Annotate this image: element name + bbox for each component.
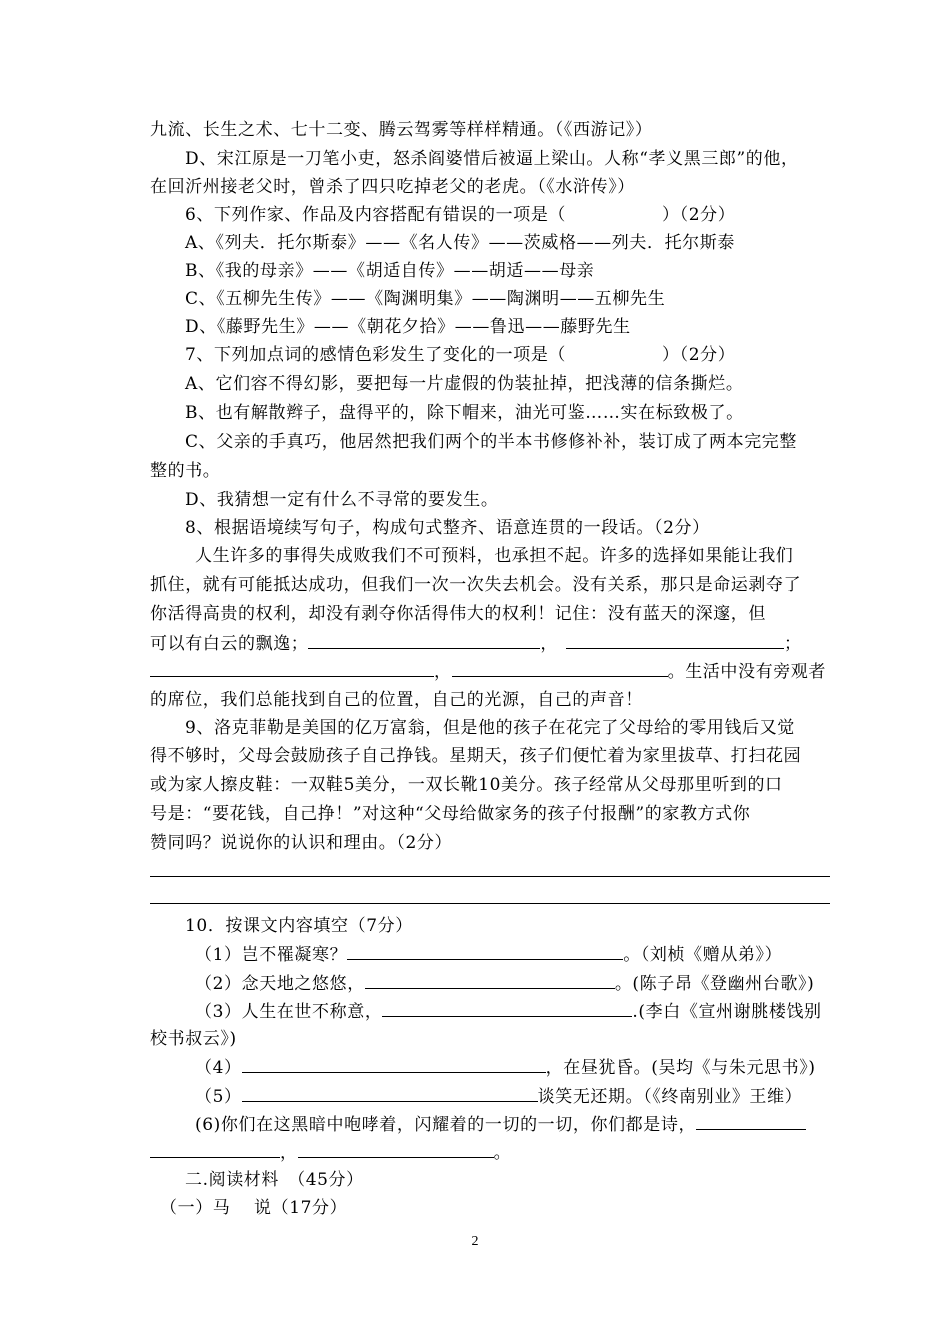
question-9-text: 得不够时，父母会鼓励孩子自己挣钱。星期天，孩子们便忙着为家里拔草、打扫花园: [150, 746, 802, 766]
text-line: 在回沂州接老父时，曾杀了四只吃掉老父的老虎。（《水浒传》）: [150, 177, 635, 197]
question-6-option-d: D、《藤野先生》——《朝花夕拾》——鲁迅——藤野先生: [185, 317, 631, 337]
question-9-text: 赞同吗？说说你的认识和理由。（2分）: [150, 833, 453, 853]
question-7-option-a: A、它们容不得幻影，要把每一片虚假的伪装扯掉，把浅薄的信条撕烂。: [185, 374, 744, 394]
answer-blank[interactable]: [365, 972, 615, 989]
answer-blank[interactable]: [308, 632, 540, 649]
question-6-option-a: A、《列夫．托尔斯泰》——《名人传》——茨威格——列夫．托尔斯泰: [185, 233, 735, 253]
question-6-option-b: B、《我的母亲》——《胡适自传》——胡适——母亲: [185, 261, 595, 281]
question-9: 9、洛克菲勒是美国的亿万富翁，但是他的孩子在花完了父母给的零用钱后又觉: [185, 718, 795, 738]
question-10-item-6-cont: ， 。: [150, 1141, 511, 1164]
question-10-item-3: （3）人生在世不称意， .(李白《宣州谢朓楼饯别: [195, 1002, 822, 1022]
question-10-item-3-cont: 校书叔云》): [150, 1029, 237, 1049]
answer-blank[interactable]: [150, 1141, 280, 1158]
question-7-option-b: B、也有解散辫子，盘得平的，除下帽来，油光可鉴……实在标致极了。: [185, 403, 744, 423]
question-7: [185, 344, 735, 366]
question-8-passage: 人生许多的事得失成败我们不可预料，也承担不起。许多的选择如果能让我们: [195, 546, 794, 566]
text-line: 九流、长生之术、七十二变、腾云驾雾等样样精通。（《西游记》）: [150, 120, 653, 140]
question-7-stem: 7、下列加点词的感情色彩发生了变化的一项是（: [185, 345, 567, 365]
question-10-item-1: （1）岂不罹凝寒？ 。（刘桢《赠从弟》）: [195, 945, 783, 965]
question-6-score: ）（2分）: [662, 205, 736, 225]
question-8-passage: 的席位，我们总能找到自己的位置，自己的光源，自己的声音！: [150, 690, 643, 710]
answer-blank[interactable]: [382, 1000, 632, 1017]
question-8-passage: 抓住，就有可能抵达成功，但我们一次一次失去机会。没有关系，那只是命运剥夺了: [150, 575, 802, 595]
answer-blank[interactable]: [242, 1085, 538, 1102]
answer-line[interactable]: [150, 903, 830, 904]
question-10-item-4: （4） ，在昼犹昏。(吴均《与朱元思书》): [195, 1058, 816, 1078]
question-9-text: 号是：“要花钱，自己挣！”对这种“父母给做家务的孩子付报酬”的家教方式你: [150, 804, 751, 824]
question-8-fill-line-2: ， 。生活中没有旁观者: [150, 660, 826, 683]
page-number: 2: [471, 1234, 479, 1249]
question-10: 10．按课文内容填空（7分）: [185, 916, 413, 936]
question-6-option-c: C、《五柳先生传》——《陶渊明集》——陶渊明——五柳先生: [185, 289, 666, 309]
question-8-passage: 你活得高贵的权利，却没有剥夺你活得伟大的权利！记住：没有蓝天的深邃，但: [150, 604, 766, 624]
question-8: 8、根据语境续写句子，构成句式整齐、语意连贯的一段话。（2分）: [185, 518, 710, 538]
answer-blank[interactable]: [347, 943, 623, 960]
answer-blank[interactable]: [452, 660, 668, 677]
question-10-item-5: （5） 谈笑无还期。（《终南别业》王维）: [195, 1087, 803, 1107]
answer-blank[interactable]: [150, 660, 434, 677]
section-2-part-1-heading: （一）马 说（17分）: [160, 1198, 348, 1218]
question-7-score: ）（2分）: [662, 345, 736, 365]
question-7-option-c: C、父亲的手真巧，他居然把我们两个的半本书修修补补，装订成了两本完完整: [185, 432, 798, 452]
question-9-text: 或为家人擦皮鞋：一双鞋5美分，一双长靴10美分。孩子经常从父母那里听到的口: [150, 775, 783, 795]
section-2-heading: 二.阅读材料 （45分）: [185, 1170, 364, 1190]
option-d-line: D、宋江原是一刀笔小吏，怒杀阎婆惜后被逼上梁山。人称“孝义黑三郎”的他，: [185, 149, 799, 169]
answer-line[interactable]: [150, 876, 830, 877]
question-8-fill-line-1: 可以有白云的飘逸； ， ；: [150, 634, 802, 654]
question-6: [185, 204, 735, 226]
answer-blank[interactable]: [566, 632, 784, 649]
question-10-item-2: （2）念天地之悠悠， 。(陈子昂《登幽州台歌》): [195, 974, 815, 994]
question-7-option-d: D、我猜想一定有什么不寻常的要发生。: [185, 490, 499, 510]
answer-blank[interactable]: [696, 1113, 806, 1130]
answer-blank[interactable]: [242, 1056, 546, 1073]
answer-blank[interactable]: [298, 1141, 494, 1158]
question-10-item-6: (6)你们在这黑暗中咆哮着，闪耀着的一切的一切，你们都是诗，: [195, 1113, 806, 1136]
question-6-stem: 6、下列作家、作品及内容搭配有错误的一项是（: [185, 205, 567, 225]
question-7-option-c-cont: 整的书。: [150, 461, 221, 481]
